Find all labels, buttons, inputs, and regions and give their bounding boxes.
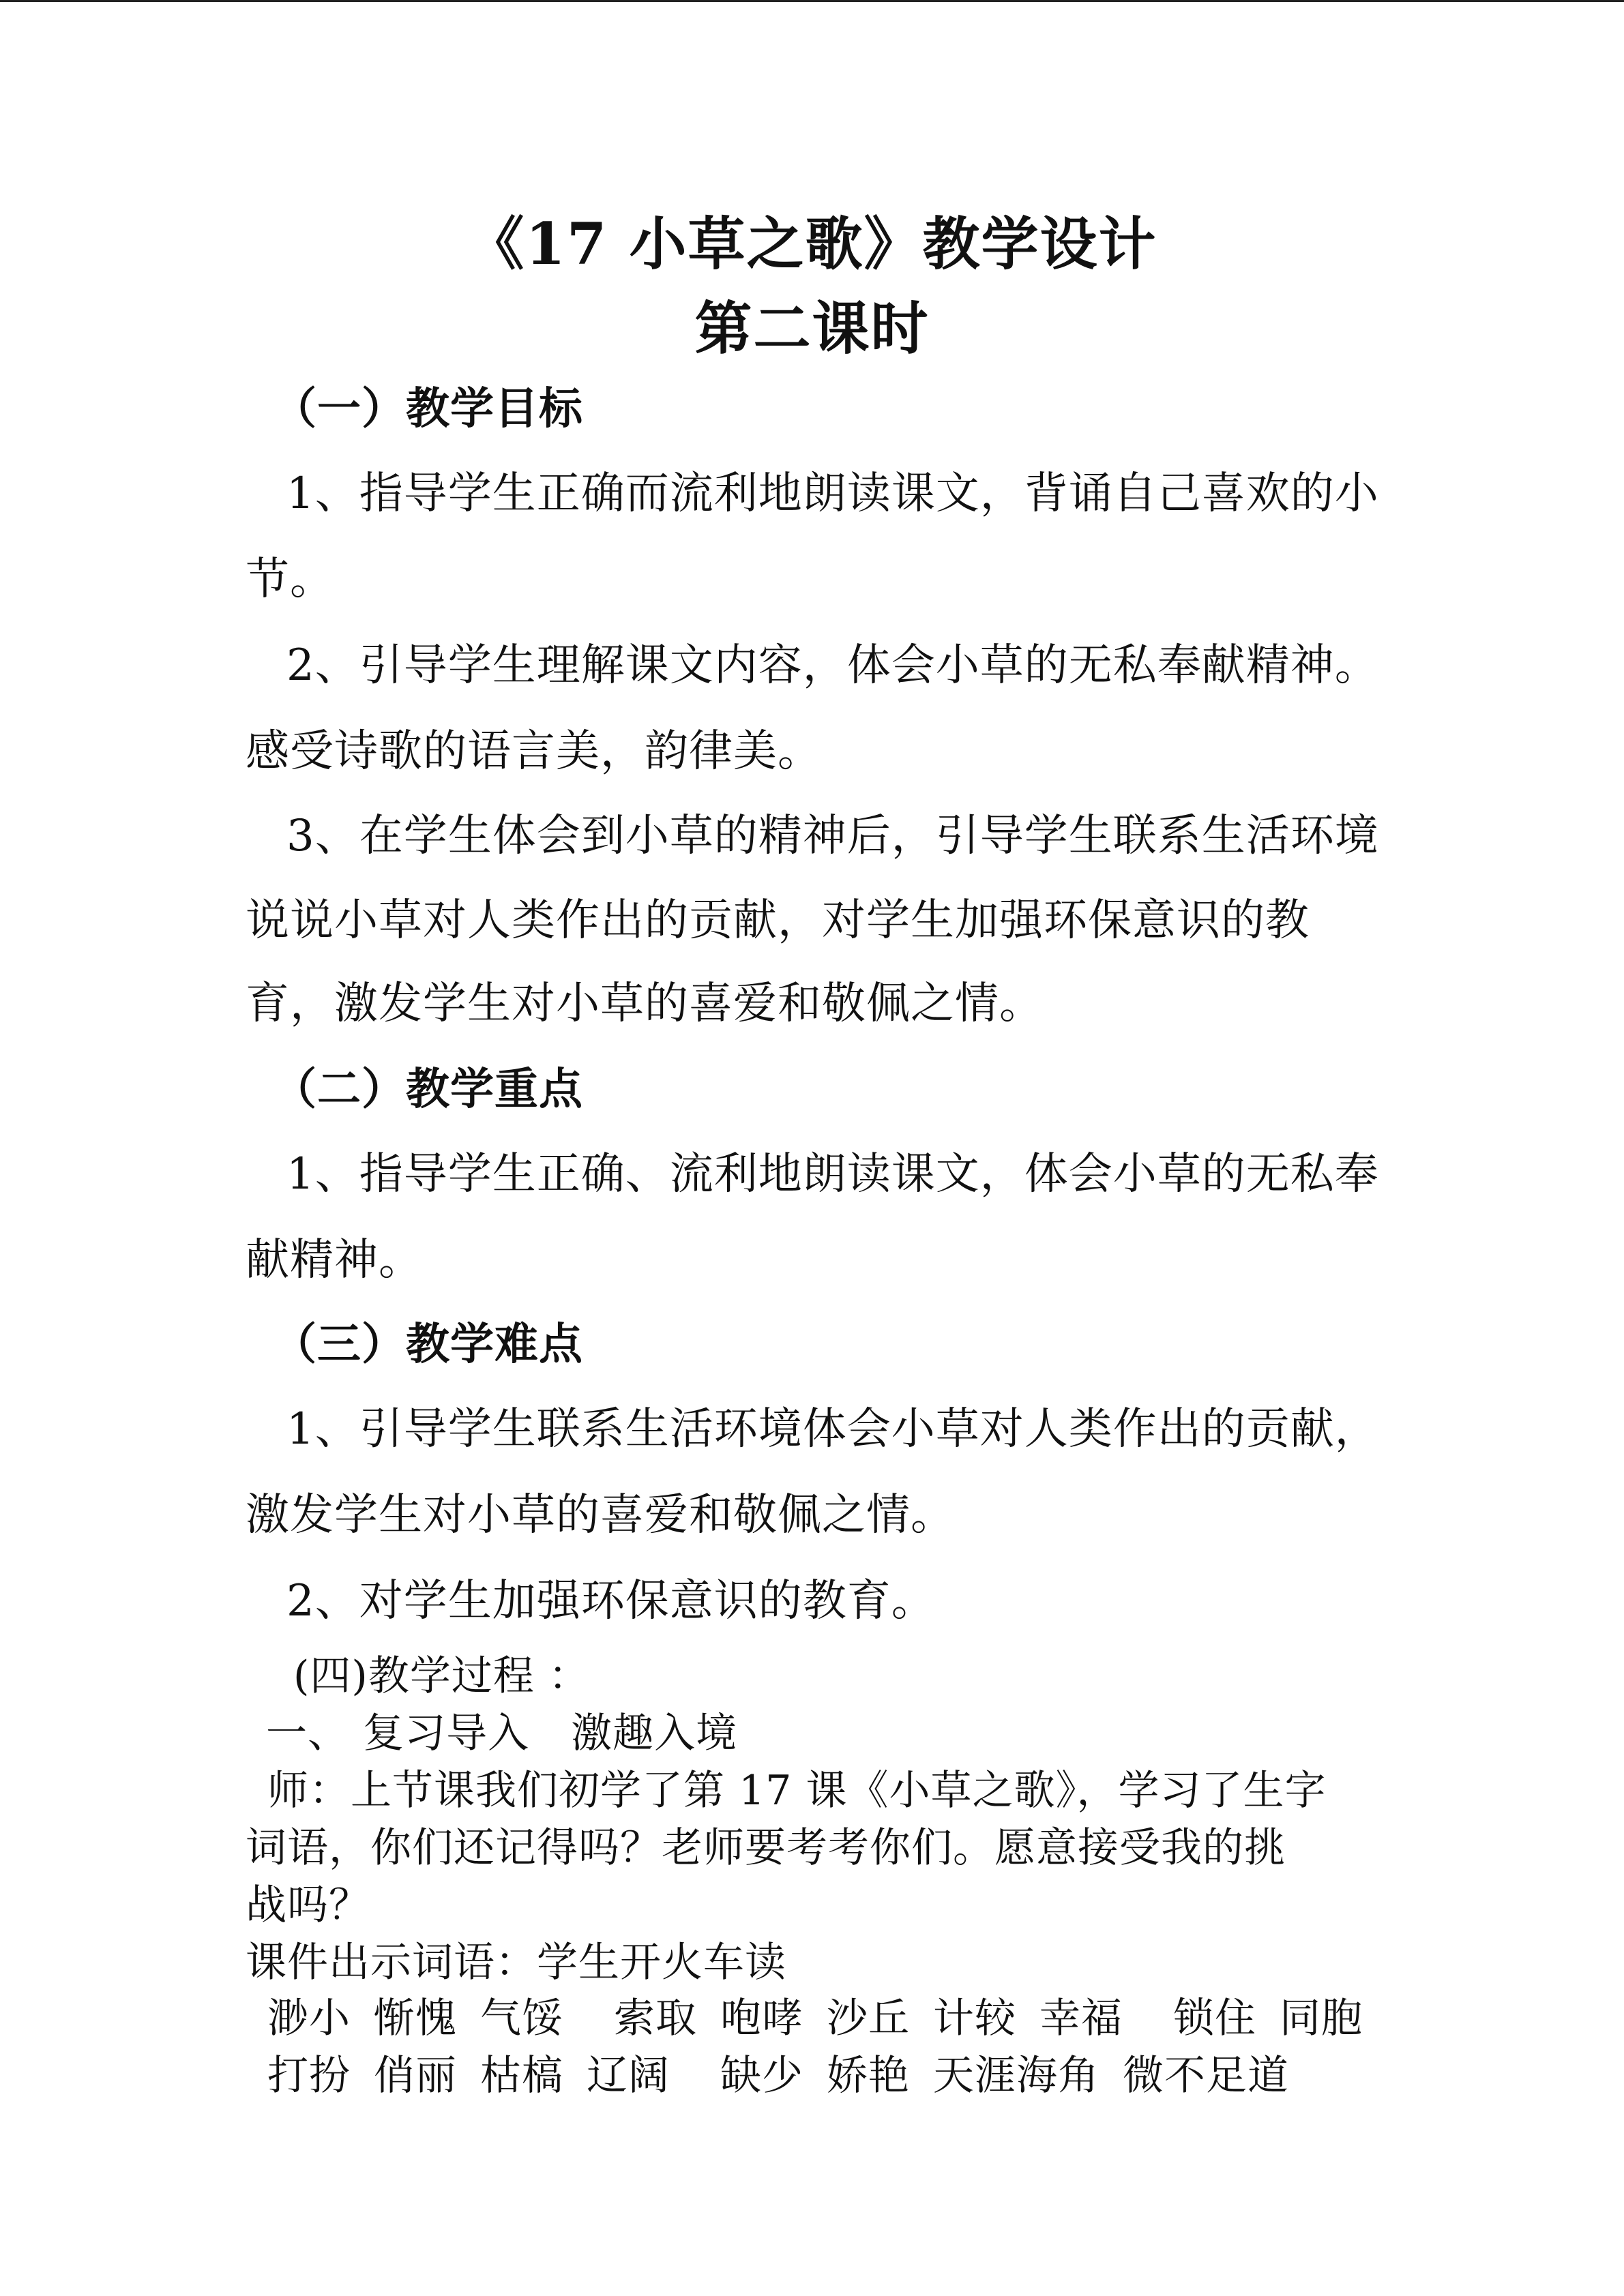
difficulty-2-line-1: 2、对学生加强环保意识的教育。: [286, 1576, 936, 1626]
slide-instruction: 课件出示词语：学生开火车读: [246, 1939, 786, 1986]
vocab-word: 计较: [933, 1995, 1016, 2042]
section-heading-key-points: （二）教学重点: [273, 1064, 583, 1115]
vocab-word: 幸福: [1039, 1995, 1123, 2042]
vocab-word: 俏丽: [374, 2052, 457, 2100]
section-heading-objectives: （一）教学目标: [273, 383, 583, 434]
objective-1-line-2: 节。: [246, 554, 334, 605]
vocabulary-row-1: [267, 1995, 1386, 2042]
vocab-word: 沙丘: [827, 1995, 910, 2042]
objective-1-line-1: 1、指导学生正确而流利地朗读课文，背诵自己喜欢的小: [286, 468, 1379, 519]
page-top-border: [0, 0, 1624, 2]
difficulty-1-line-1: 1、引导学生联系生活环境体会小草对人类作出的贡献，: [286, 1404, 1379, 1455]
vocab-word: 天涯海角: [933, 2052, 1099, 2100]
vocab-word: 枯槁: [480, 2052, 563, 2100]
objective-3-line-1: 3、在学生体会到小草的精神后，引导学生联系生活环境: [286, 811, 1379, 861]
key-point-1-line-2: 献精神。: [246, 1235, 423, 1285]
objective-3-line-3: 育，激发学生对小草的喜爱和敬佩之情。: [246, 979, 1044, 1029]
vocab-word: 微不足道: [1123, 2052, 1289, 2100]
objective-2-line-2: 感受诗歌的语言美，韵律美。: [246, 726, 822, 777]
vocabulary-row-2: [267, 2052, 1312, 2100]
objective-3-line-2: 说说小草对人类作出的贡献，对学生加强环保意识的教: [246, 895, 1310, 946]
section-heading-difficulties: （三）教学难点: [273, 1319, 583, 1370]
teacher-line-1: 师：上节课我们初学了第 17 课《小草之歌》，学习了生字: [267, 1767, 1327, 1815]
key-point-1-line-1: 1、指导学生正确、流利地朗读课文，体会小草的无私奉: [286, 1149, 1379, 1199]
teacher-line-3: 战吗？: [246, 1881, 370, 1929]
difficulty-1-line-2: 激发学生对小草的喜爱和敬佩之情。: [246, 1490, 955, 1540]
vocab-word: 娇艳: [827, 2052, 910, 2100]
section-heading-process: (四)教学过程 ：: [293, 1652, 590, 1700]
vocab-word: 缺少: [720, 2052, 803, 2100]
vocab-word: 同胞: [1280, 1995, 1363, 2042]
objective-2-line-1: 2、引导学生理解课文内容，体会小草的无私奉献精神。: [286, 640, 1379, 691]
vocab-word: 惭愧: [374, 1995, 457, 2042]
teacher-line-2: 词语，你们还记得吗？老师要考考你们。愿意接受我的挑: [246, 1824, 1286, 1872]
vocab-word: 气馁: [480, 1995, 563, 2042]
vocab-word: 打扮: [267, 2052, 351, 2100]
vocab-word: 索取: [614, 1995, 697, 2042]
vocab-word: 辽阔: [587, 2052, 670, 2100]
vocab-word: 咆哮: [720, 1995, 803, 2042]
vocab-word: 渺小: [267, 1995, 351, 2042]
document-title: 《17 小草之歌》教学设计: [467, 210, 1157, 278]
vocab-word: 锁住: [1173, 1995, 1256, 2042]
document-subtitle: 第二课时: [694, 295, 930, 362]
process-step-1: 一、 复习导入 激趣入境: [266, 1710, 738, 1757]
